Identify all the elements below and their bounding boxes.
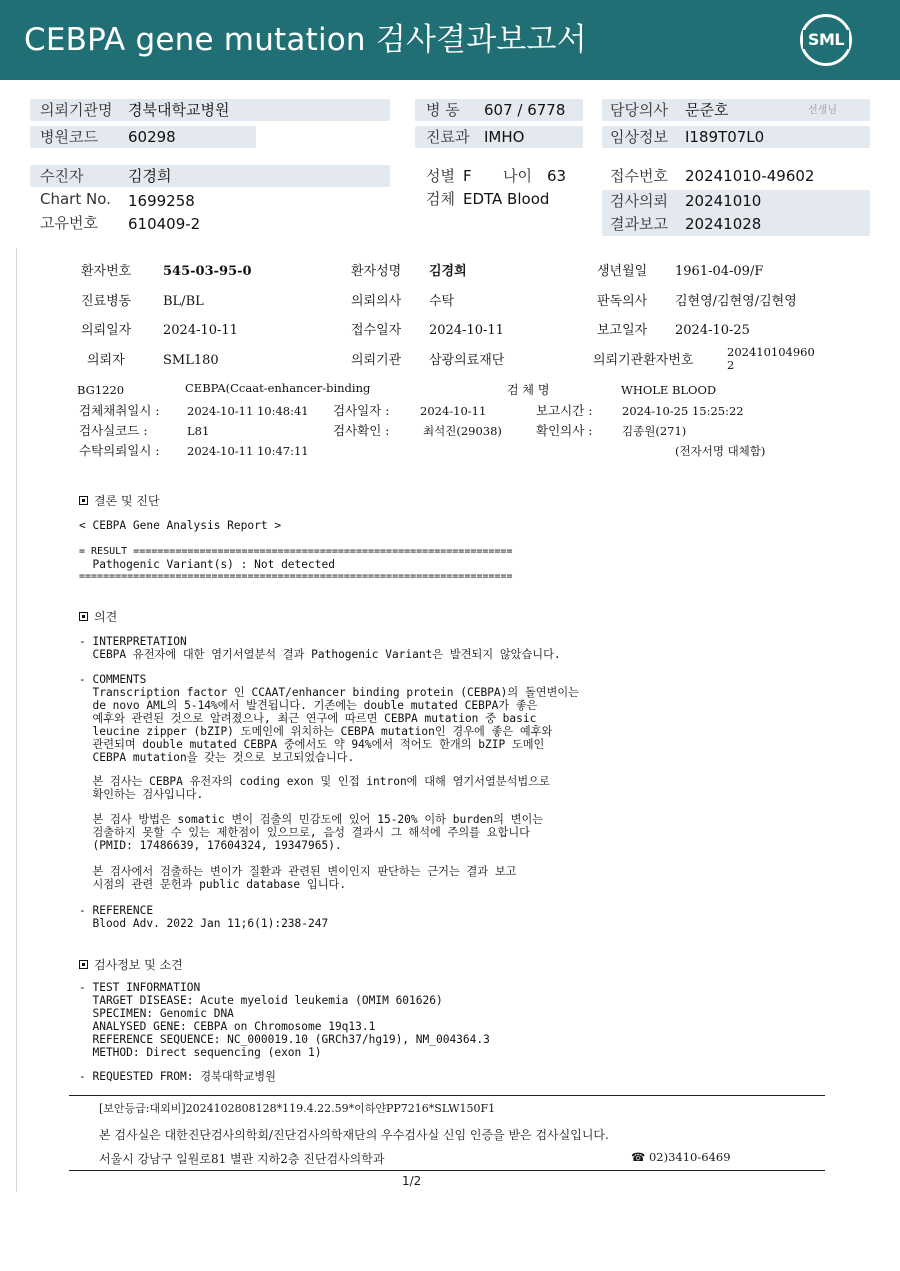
rpt-collect-value: 2024-10-11 10:48:41 (187, 404, 309, 418)
rpt-req-inst-label: 의뢰기관 (351, 353, 402, 368)
section-test-info (79, 956, 183, 973)
unique-label: 고유번호 (40, 214, 98, 232)
clinical-label: 임상정보 (610, 128, 668, 146)
ward-value: 607 / 6778 (484, 101, 566, 119)
ward-label: 병 동 (426, 101, 460, 119)
basis-line: 본 검사에서 검출하는 변이가 질환과 관련된 변이인지 판단하는 근거는 결과 보고 (79, 865, 517, 878)
rpt-req-date-value: 2024-10-11 (163, 323, 238, 338)
test-info-line: METHOD: Direct sequencing (exon 1) (79, 1046, 322, 1059)
patient-pill (30, 165, 390, 187)
rpt-report-time-label: 보고시간 : (536, 403, 593, 418)
rpt-reader-label: 판독의사 (597, 294, 648, 309)
receipt-value: 20241010-49602 (685, 167, 815, 185)
report-heading: < CEBPA Gene Analysis Report > (79, 519, 282, 532)
institution-label: 의뢰기관명 (40, 101, 113, 119)
rpt-reader-value: 김현영/김현영/김현영 (675, 294, 797, 309)
rpt-patient-no-value: 545-03-95-0 (163, 264, 252, 279)
rpt-req-inst-value: 삼광의료재단 (429, 353, 505, 368)
rpt-confirm-doctor-value: 김종원(271) (622, 424, 687, 438)
rpt-report-time-value: 2024-10-25 15:25:22 (622, 404, 744, 418)
basis-line: 시점의 관련 문헌과 public database 입니다. (79, 878, 347, 891)
reference-text: Blood Adv. 2022 Jan 11;6(1):238-247 (79, 917, 329, 930)
test-info-line: SPECIMEN: Genomic DNA (79, 1007, 234, 1020)
rpt-dob-label: 생년월일 (597, 264, 648, 279)
institution-value: 경북대학교병원 (128, 101, 230, 119)
rpt-test-name: CEBPA(Ccaat-enhancer-binding (185, 381, 371, 395)
reference-heading: - REFERENCE (79, 904, 154, 917)
result-line: = RESULT =============================================================== (79, 546, 513, 557)
specimen-value: EDTA Blood (463, 190, 550, 208)
rpt-requester-label: 의뢰자 (87, 353, 125, 368)
rpt-rpt-date-value: 2024-10-25 (675, 323, 750, 338)
dept-value: IMHO (484, 128, 525, 146)
specimen-label: 검체 (426, 190, 455, 208)
rpt-req-doctor-value: 수탁 (429, 294, 455, 309)
hospital-code-label: 병원코드 (40, 128, 98, 146)
comments-heading: - COMMENTS (79, 673, 147, 686)
rpt-confirm-label: 검사확인 : (333, 423, 390, 438)
request-value: 20241010 (685, 192, 762, 210)
rpt-patient-name-value: 김경희 (429, 264, 467, 279)
rpt-dob-value: 1961-04-09/F (675, 264, 764, 279)
section-bullet-icon (79, 960, 88, 969)
section-conclusion (79, 492, 160, 509)
method-line: 본 검사는 CEBPA 유전자의 coding exon 및 인접 intron에 대해 염기서열분석법으로 (79, 775, 550, 788)
comments-line: 예후와 관련된 것으로 알려졌으나, 최근 연구에 따르면 CEBPA mutation 중 basic (79, 712, 537, 725)
requested-from: - REQUESTED FROM: 경북대학교병원 (79, 1070, 276, 1083)
lab-address: 서울시 강남구 일원로81 별관 지하2층 진단검사의학과 (99, 1152, 385, 1166)
interpretation-heading: - INTERPRETATION (79, 635, 187, 648)
rpt-req-doctor-label: 의뢰의사 (351, 294, 402, 309)
sex-label: 성별 (426, 167, 455, 185)
sex-value: F (463, 167, 472, 185)
rpt-ward-value: BL/BL (163, 294, 204, 309)
rpt-outsource-value: 2024-10-11 10:47:11 (187, 444, 309, 458)
rpt-req-date-label: 의뢰일자 (81, 323, 132, 338)
rpt-req-inst-no-label: 의뢰기관환자번호 (593, 353, 694, 368)
logo-text: SML (803, 30, 849, 49)
clinical-value: I189T07L0 (685, 128, 765, 146)
rpt-ward-label: 진료병동 (81, 294, 132, 309)
interpretation-text: CEBPA 유전자에 대한 염기서열분석 결과 Pathogenic Variant은 발견되지 않았습니다. (79, 648, 561, 661)
section-opinion (79, 608, 117, 625)
age-label: 나이 (503, 167, 532, 185)
rpt-specimen-name-value: WHOLE BLOOD (621, 383, 717, 397)
unique-value: 610409-2 (128, 215, 201, 233)
report-value: 20241028 (685, 215, 762, 233)
section-bullet-icon (79, 612, 88, 621)
rpt-confirm-doctor-label: 확인의사 : (536, 423, 593, 438)
section-test-info-title: 검사정보 및 소견 (94, 958, 183, 972)
report-label: 결과보고 (610, 215, 668, 233)
footer-divider-top (69, 1095, 825, 1096)
limitation-line: 검출하지 못할 수 있는 제한점이 있으므로, 음성 결과시 그 해석에 주의를 요합니다 (79, 826, 530, 839)
rpt-patient-name-label: 환자성명 (351, 264, 402, 279)
patient-label: 수진자 (40, 167, 84, 185)
age-value: 63 (547, 167, 567, 185)
page-number: 1/2 (402, 1174, 422, 1188)
comments-line: Transcription factor 인 CCAAT/enhancer binding protein (CEBPA)의 돌연변이는 (79, 686, 579, 699)
rpt-test-date-label: 검사일자 : (333, 403, 390, 418)
rpt-lab-code-value: L81 (187, 424, 210, 438)
section-opinion-title: 의견 (94, 610, 118, 624)
chart-label: Chart No. (40, 190, 111, 208)
doctor-value: 문준호 (685, 101, 729, 119)
rpt-rpt-date-label: 보고일자 (597, 323, 648, 338)
result-value: Pathogenic Variant(s) : Not detected (79, 558, 335, 571)
limitation-line: (PMID: 17486639, 17604324, 19347965). (79, 839, 342, 852)
hospital-code-value: 60298 (128, 128, 176, 146)
report-document (16, 248, 856, 1192)
rpt-test-code: BG1220 (77, 383, 125, 397)
method-line: 확인하는 검사입니다. (79, 788, 204, 801)
sml-logo (800, 14, 852, 66)
comments-line: de novo AML의 5-14%에서 발견됩니다. 기존에는 double mutated CEBPA가 좋은 (79, 699, 538, 712)
test-info-line: TARGET DISEASE: Acute myeloid leukemia (OMIM 601626) (79, 994, 443, 1007)
rpt-outsource-label: 수탁의뢰일시 : (79, 443, 160, 458)
lab-phone: ☎ 02)3410-6469 (631, 1150, 731, 1164)
rpt-req-inst-no-value1: 202410104960 (727, 345, 815, 359)
certification-line: 본 검사실은 대한진단검사의학회/진단검사의학재단의 우수검사실 신임 인증을 받은 검사실입니다. (99, 1128, 609, 1142)
test-info-line: ANALYSED GENE: CEBPA on Chromosome 19q13.1 (79, 1020, 376, 1033)
header-bar (0, 0, 900, 80)
doctor-suffix: 선생님 (808, 105, 837, 116)
security-line: [보안등급:대외비]2024102808128*119.4.22.59*이하얀PP7216*SLW150F1 (99, 1102, 496, 1115)
comments-line: leucine zipper (bZIP) 도메인에 위치하는 CEBPA mutation인 경우에 좋은 예후와 (79, 725, 553, 738)
rpt-rcv-date-value: 2024-10-11 (429, 323, 504, 338)
test-info-line: - TEST INFORMATION (79, 981, 201, 994)
patient-value: 김경희 (128, 167, 172, 185)
rpt-requester-value: SML180 (163, 353, 219, 368)
rpt-esign: (전자서명 대체함) (675, 444, 766, 458)
rpt-lab-code-label: 검사실코드 : (79, 423, 148, 438)
rpt-patient-no-label: 환자번호 (81, 264, 132, 279)
doctor-label: 담당의사 (610, 101, 668, 119)
rpt-req-inst-no-value2: 2 (727, 358, 735, 372)
comments-line: CEBPA mutation을 갖는 것으로 보고되었습니다. (79, 751, 355, 764)
rpt-rcv-date-label: 접수일자 (351, 323, 402, 338)
rpt-confirm-value: 최석진(29038) (423, 424, 502, 438)
dept-label: 진료과 (426, 128, 470, 146)
section-conclusion-title: 결론 및 진단 (94, 494, 160, 508)
chart-value: 1699258 (128, 192, 195, 210)
rpt-specimen-name-label: 검 체 명 (507, 383, 550, 397)
footer-divider-bottom (69, 1170, 825, 1171)
request-label: 검사의뢰 (610, 192, 668, 210)
comments-line: 관련되며 double mutated CEBPA 중에서도 약 94%에서 적어도 한개의 bZIP 도메인 (79, 738, 545, 751)
report-title: CEBPA gene mutation 검사결과보고서 (24, 22, 587, 58)
limitation-line: 본 검사 방법은 somatic 변이 검출의 민감도에 있어 15-20% 이하 burden의 변이는 (79, 813, 544, 826)
result-end-line: ======================================================================== (79, 571, 513, 582)
rpt-collect-label: 검체채취일시 : (79, 403, 160, 418)
section-bullet-icon (79, 496, 88, 505)
receipt-label: 접수번호 (610, 167, 668, 185)
rpt-test-date-value: 2024-10-11 (420, 404, 487, 418)
test-info-line: REFERENCE SEQUENCE: NC_000019.10 (GRCh37/hg19), NM_004364.3 (79, 1033, 490, 1046)
